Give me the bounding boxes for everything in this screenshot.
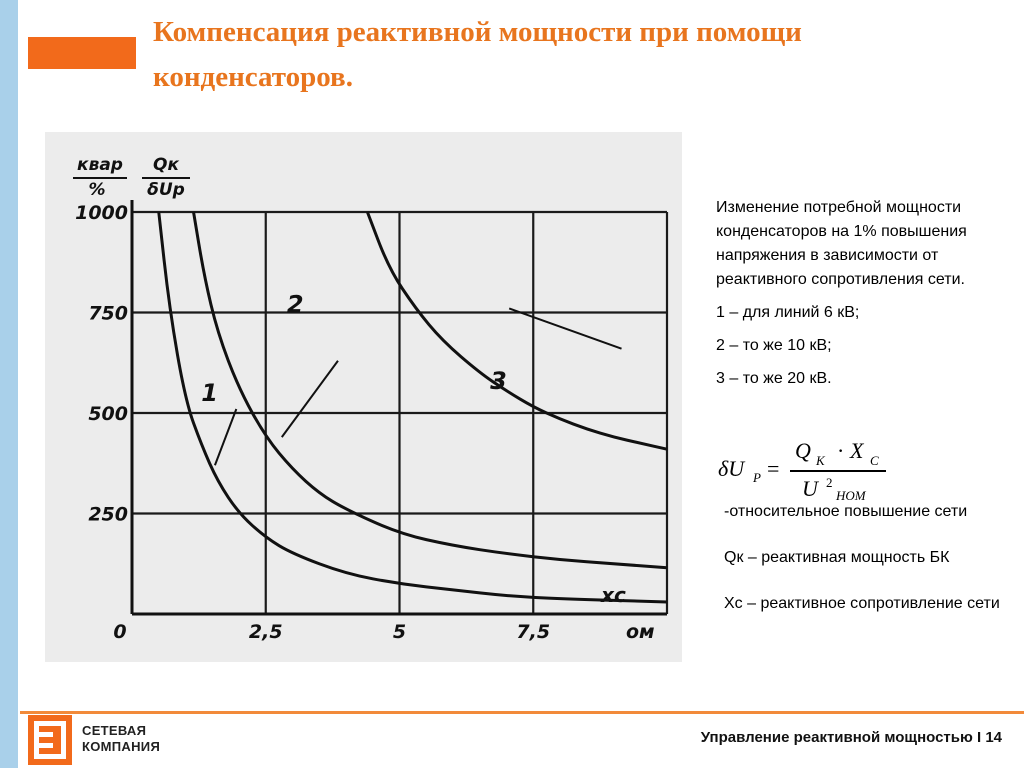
- formula-lhs-sub: P: [753, 470, 761, 485]
- y-tick-label-3: 250: [88, 503, 128, 526]
- left-stripe: [0, 0, 18, 768]
- y-tick-label-1: 750: [88, 302, 128, 325]
- definition-voltage-rise: -относительное повышение сети: [724, 503, 968, 520]
- y-tick-label-0: 1000: [75, 202, 128, 224]
- legend-item-2: 2 – то же 10 кВ;: [716, 337, 832, 354]
- series-leader-3: [509, 308, 621, 348]
- y-symbol-denominator: δUp: [147, 180, 185, 200]
- y-tick-label-2: 500: [88, 403, 128, 425]
- formula-fraction-bar: [790, 470, 886, 472]
- legend-item-1: 1 – для линий 6 кВ;: [716, 304, 860, 321]
- logo-line-2: КОМПАНИЯ: [82, 739, 161, 754]
- formula-num-x-sub: C: [870, 453, 879, 468]
- footer-caption: Управление реактивной мощностью I 14: [700, 729, 1002, 746]
- series-label-2: 2: [286, 290, 304, 319]
- x-tick-label-3: 7,5: [516, 621, 551, 643]
- formula-lhs: δU: [718, 456, 745, 481]
- series-curve-1: [159, 212, 667, 602]
- series-leader-1: [215, 409, 236, 465]
- y-unit-numerator: квар: [77, 155, 123, 175]
- x-tick-label-1: 2,5: [248, 621, 283, 643]
- x-unit-label: ом: [625, 621, 655, 643]
- side-text: [716, 196, 1006, 400]
- logo-text: [82, 723, 160, 755]
- definition-xc: Xc – реактивное сопротивление сети: [724, 595, 1000, 612]
- slide-title: Компенсация реактивной мощности при помощи конденсаторов.: [153, 16, 802, 93]
- formula-num-x: X: [850, 438, 864, 463]
- formula-den-sup: 2: [826, 475, 833, 490]
- formula-den-sub: НОМ: [836, 488, 866, 503]
- x-axis-label: xc: [601, 583, 626, 607]
- capacitor-power-chart: [45, 132, 682, 662]
- title-accent-bar: [28, 37, 136, 69]
- formula-num-q-sub: K: [816, 453, 825, 468]
- x-tick-label-0: 0: [113, 621, 127, 643]
- formula-equals: =: [767, 456, 780, 481]
- chart-description: Изменение потребной мощности конденсаторов на 1% повышения напряжения в зависимости от реактивного сопротивления сети.: [716, 199, 967, 288]
- logo-line-1: СЕТЕВАЯ: [82, 723, 147, 738]
- company-logo: [28, 715, 188, 767]
- formula-dot: ·: [837, 438, 845, 463]
- series-leader-2: [282, 361, 338, 437]
- series-label-3: 3: [490, 366, 507, 395]
- voltage-rise-formula: [716, 438, 896, 502]
- definition-qk: Qк – реактивная мощность БК: [724, 549, 950, 566]
- y-symbol-numerator: Qк: [153, 155, 179, 175]
- formula-den: U: [802, 476, 818, 501]
- series-label-1: 1: [201, 378, 218, 407]
- definitions: [724, 500, 1014, 638]
- footer-divider: [20, 711, 1024, 714]
- formula-num-q: Q: [795, 438, 811, 463]
- y-unit-denominator: %: [88, 180, 106, 200]
- logo-mark-icon: [28, 715, 72, 765]
- x-tick-label-2: 5: [392, 621, 407, 643]
- chart-panel: [45, 132, 682, 662]
- legend-item-3: 3 – то же 20 кВ.: [716, 370, 832, 387]
